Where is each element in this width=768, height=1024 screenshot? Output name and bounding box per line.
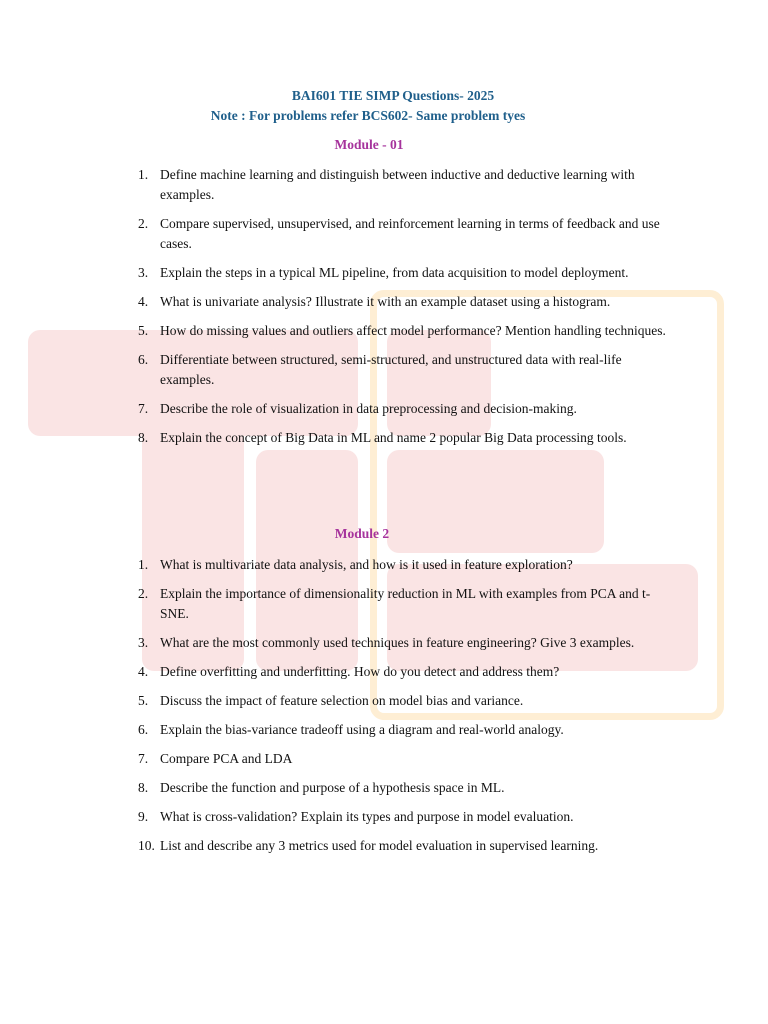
list-item: [138, 321, 668, 341]
question-text: Discuss the impact of feature selection on model bias and variance.: [160, 693, 524, 708]
list-item: [138, 399, 668, 419]
question-text: Compare PCA and LDA: [160, 751, 293, 766]
question-number: 9.: [138, 809, 149, 824]
list-item: [138, 584, 668, 624]
question-text: List and describe any 3 metrics used for model evaluation in supervised learning.: [160, 838, 599, 853]
question-text: Explain the bias-variance tradeoff using a diagram and real-world analogy.: [160, 722, 564, 737]
module-1-question-list: [138, 165, 668, 457]
module-1-heading: Module - 01: [334, 137, 404, 152]
question-number: 10.: [138, 838, 155, 853]
list-item: [138, 633, 668, 653]
question-number: 2.: [138, 586, 149, 601]
question-number: 4.: [138, 664, 149, 679]
list-item: [138, 263, 668, 283]
question-text: What is multivariate data analysis, and how is it used in feature exploration?: [160, 557, 573, 572]
question-text: Explain the steps in a typical ML pipeline, from data acquisition to model deployment.: [160, 265, 629, 280]
list-item: [138, 292, 668, 312]
list-item: [138, 662, 668, 682]
question-text: Differentiate between structured, semi-structured, and unstructured data with real-life examples.: [160, 352, 622, 387]
question-text: Describe the function and purpose of a hypothesis space in ML.: [160, 780, 505, 795]
question-number: 1.: [138, 167, 149, 182]
question-number: 6.: [138, 352, 149, 367]
question-text: What is univariate analysis? Illustrate it with an example dataset using a histogram.: [160, 294, 611, 309]
question-text: Explain the concept of Big Data in ML and name 2 popular Big Data processing tools.: [160, 430, 627, 445]
question-text: Define machine learning and distinguish between inductive and deductive learning with examples.: [160, 167, 635, 202]
question-number: 7.: [138, 401, 149, 416]
module-2-question-list: [138, 555, 668, 865]
question-number: 5.: [138, 323, 149, 338]
list-item: [138, 691, 668, 711]
question-text: How do missing values and outliers affect model performance? Mention handling techniques.: [160, 323, 666, 338]
question-number: 8.: [138, 430, 149, 445]
module-2-heading: Module 2: [334, 526, 390, 541]
question-number: 4.: [138, 294, 149, 309]
list-item: [138, 428, 668, 448]
question-number: 2.: [138, 216, 149, 231]
question-number: 5.: [138, 693, 149, 708]
question-text: What are the most commonly used techniques in feature engineering? Give 3 examples.: [160, 635, 635, 650]
list-item: [138, 720, 668, 740]
list-item: [138, 214, 668, 254]
question-number: 6.: [138, 722, 149, 737]
question-text: Define overfitting and underfitting. How do you detect and address them?: [160, 664, 560, 679]
question-text: Describe the role of visualization in data preprocessing and decision-making.: [160, 401, 577, 416]
question-number: 8.: [138, 780, 149, 795]
question-number: 1.: [138, 557, 149, 572]
list-item: [138, 350, 668, 390]
question-text: Explain the importance of dimensionality reduction in ML with examples from PCA and t-SNE.: [160, 586, 651, 621]
document-note: Note : For problems refer BCS602- Same problem tyes: [210, 108, 526, 123]
list-item: [138, 778, 668, 798]
list-item: [138, 807, 668, 827]
question-number: 3.: [138, 635, 149, 650]
list-item: [138, 555, 668, 575]
question-text: What is cross-validation? Explain its types and purpose in model evaluation.: [160, 809, 574, 824]
question-text: Compare supervised, unsupervised, and reinforcement learning in terms of feedback and use cases.: [160, 216, 660, 251]
list-item: [138, 749, 668, 769]
document-title: BAI601 TIE SIMP Questions- 2025: [291, 88, 495, 103]
question-number: 7.: [138, 751, 149, 766]
list-item: [138, 836, 668, 856]
list-item: [138, 165, 668, 205]
question-number: 3.: [138, 265, 149, 280]
